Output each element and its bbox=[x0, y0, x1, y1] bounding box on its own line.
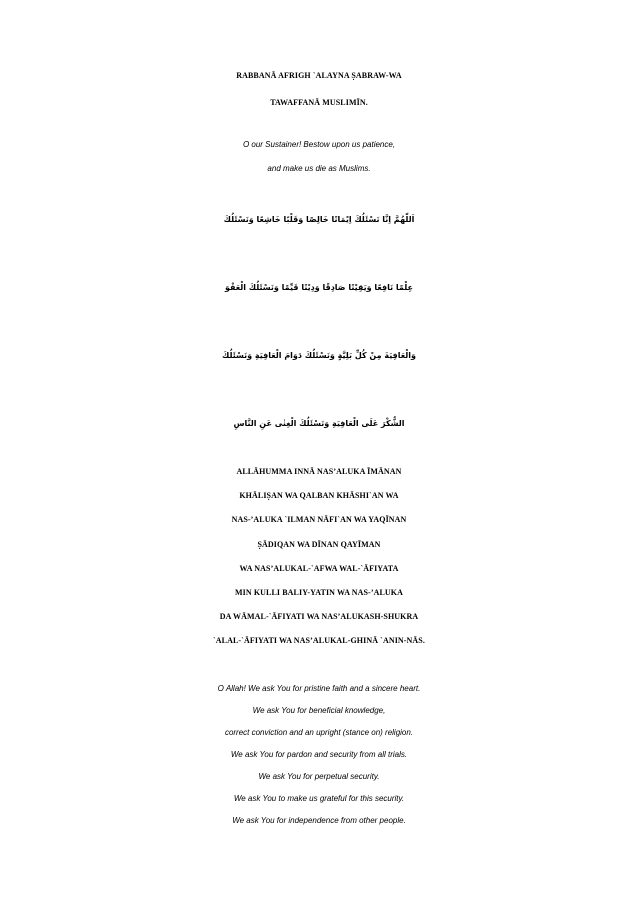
transliteration-line: WA NAS’ALUKAL-`AFWA WAL-`ĀFIYATA bbox=[239, 563, 399, 573]
transliteration-line: `ALAL-`ĀFIYATI WA NAS’ALUKAL-GHINĀ `ANIN-NĀS. bbox=[213, 636, 425, 646]
transliteration-line: NAS-’ALUKA `ILMAN NĀFI`AN WA YAQĪNAN bbox=[231, 515, 407, 525]
supplication-translation bbox=[0, 678, 638, 832]
transliteration-line: TAWAFFANĀ MUSLIMĪN. bbox=[270, 98, 368, 107]
arabic-supplication bbox=[0, 186, 638, 458]
arabic-line: اَللّٰهُمَّ اِنَّا نَسْئَلُكَ اِيْمَانًا خَالِصًا وَقَلْبًا خَاشِعًا وَنَسْئَلُكَ bbox=[223, 215, 415, 224]
arabic-line: وَالْعَافِيَةَ مِنْ كُلِّ بَلِيَّةٍ وَنَسْئَلُكَ دَوَامَ الْعَافِيَةِ وَنَسْئَلُكَ bbox=[222, 351, 416, 360]
translation-line: O our Sustainer! Bestow upon us patience, bbox=[242, 140, 396, 149]
transliteration-line: DA WĀMAL-`ĀFIYATI WA NAS’ALUKASH-SHUKRA bbox=[219, 612, 419, 622]
translation-line: We ask You for independence from other people. bbox=[232, 816, 406, 825]
transliteration-line: RABBANĀ AFRIGH `ALAYNA ṢABRAW-WA bbox=[236, 71, 402, 80]
transliteration-line: MIN KULLI BALIY-YATIN WA NAS-’ALUKA bbox=[235, 588, 403, 598]
translation-line: O Allah! We ask You for pristine faith and a sincere heart. bbox=[217, 684, 421, 693]
translation-line: We ask You to make us grateful for this security. bbox=[233, 794, 405, 803]
arabic-line: الشُّكْرَ عَلَى الْعَافِيَةِ وَنَسْئَلُكَ الْغِنٰى عَنِ النَّاسِ bbox=[233, 419, 405, 428]
translation-line: correct conviction and an upright (stance on) religion. bbox=[224, 728, 414, 737]
supplication-transliteration bbox=[0, 460, 638, 654]
translation-line: We ask You for perpetual security. bbox=[258, 772, 380, 781]
transliteration-line: ṢĀDIQAN WA DĪNAN QAYĪMAN bbox=[257, 539, 381, 549]
transliteration-line: ALLĀHUMMA INNĀ NAS’ALUKA ĪMĀNAN bbox=[236, 467, 402, 476]
translation-line: We ask You for pardon and security from all trials. bbox=[230, 750, 408, 759]
transliteration-line: KHĀLIṢAN WA QALBAN KHĀSHI`AN WA bbox=[239, 491, 399, 501]
arabic-line: عِلْمًا نَافِعًا وَيَقِيْنًا صَادِقًا وَدِيْنًا قَيِّمًا وَنَسْئَلُكَ الْعَفْوَ bbox=[224, 283, 414, 292]
opening-transliteration bbox=[0, 62, 638, 116]
opening-translation bbox=[0, 133, 638, 181]
translation-line: We ask You for beneficial knowledge, bbox=[252, 706, 386, 715]
translation-line: and make us die as Muslims. bbox=[267, 164, 371, 173]
